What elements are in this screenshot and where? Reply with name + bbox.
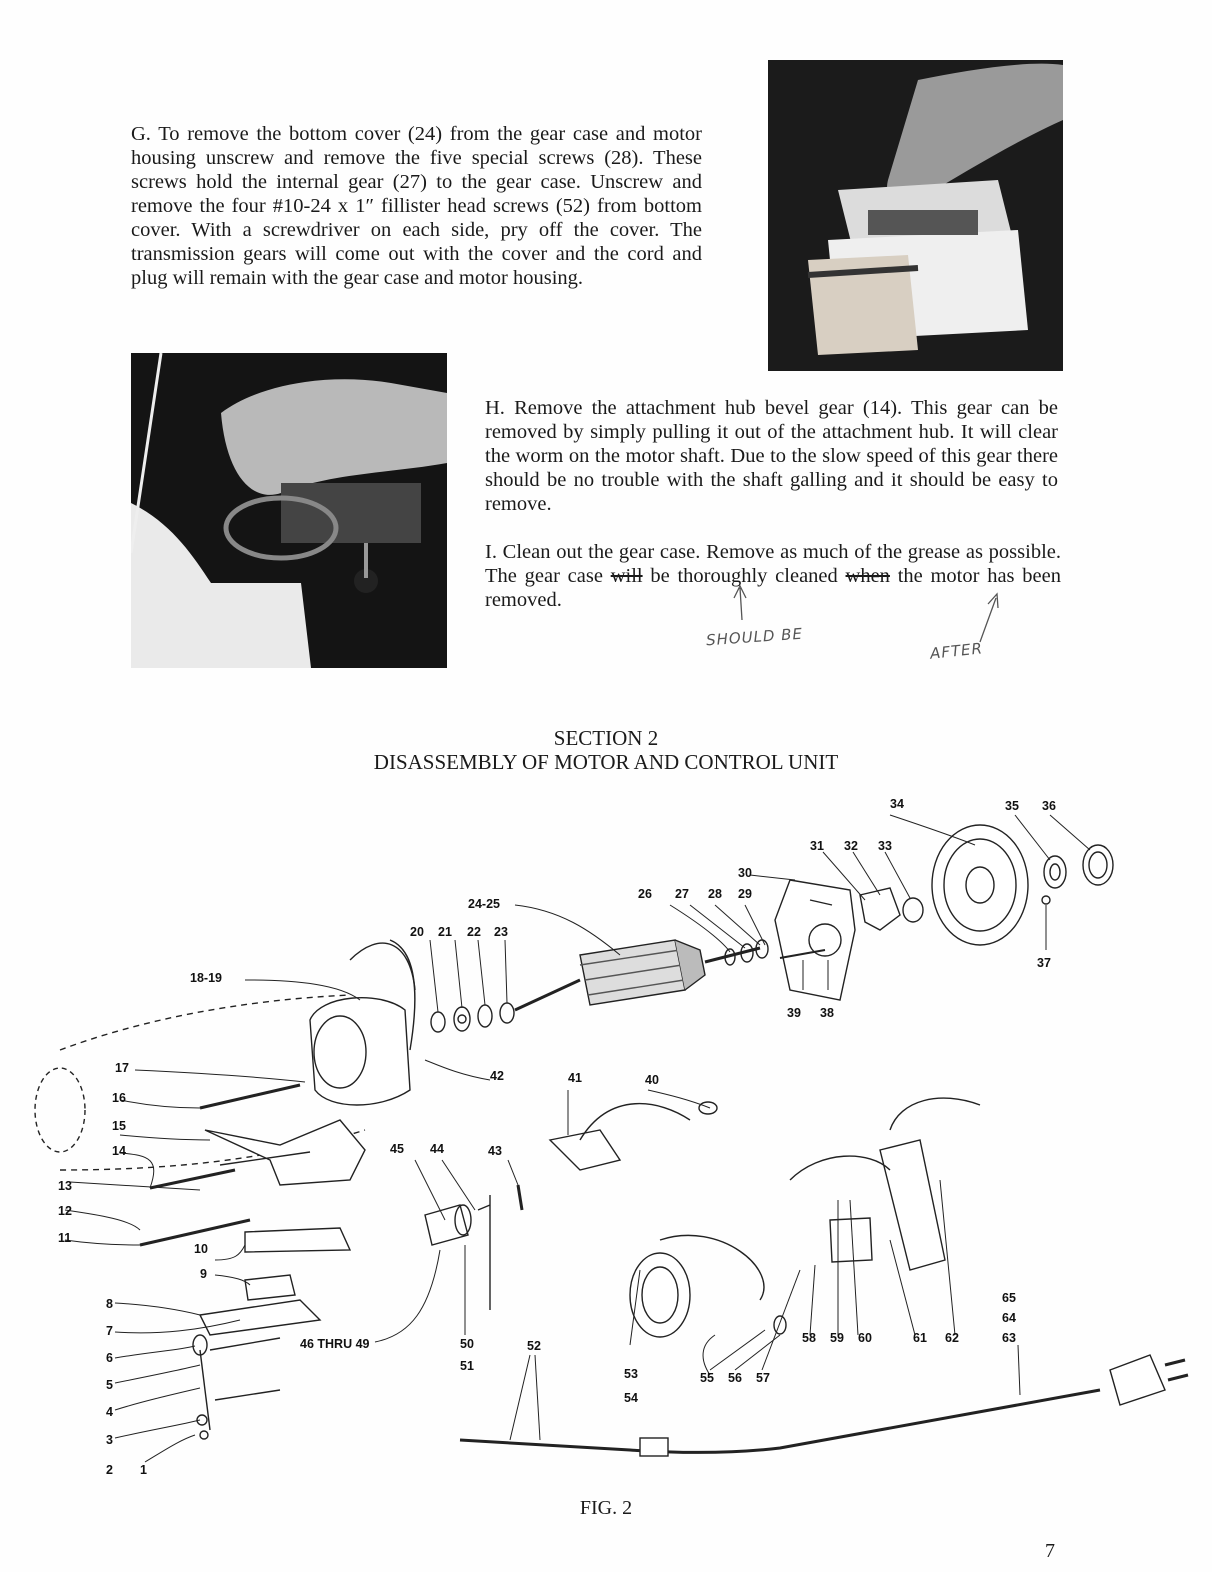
label-42: 42 [490, 1069, 504, 1083]
label-30: 30 [738, 866, 752, 880]
label-13: 13 [58, 1179, 72, 1193]
label-56: 56 [728, 1371, 742, 1385]
label-22: 22 [467, 925, 481, 939]
label-11: 11 [58, 1231, 72, 1245]
paragraph-i-text-3: the motor has been removed. [485, 565, 1061, 611]
label-60: 60 [858, 1331, 872, 1345]
label-2: 2 [106, 1463, 113, 1477]
label-18-19: 18-19 [190, 971, 222, 985]
label-33: 33 [878, 839, 892, 853]
photo-left-drawing [131, 353, 447, 668]
label-54: 54 [624, 1391, 638, 1405]
label-37: 37 [1037, 956, 1051, 970]
label-52: 52 [527, 1339, 541, 1353]
label-3: 3 [106, 1433, 113, 1447]
page-number: 7 [1045, 1540, 1055, 1562]
label-16: 16 [112, 1091, 126, 1105]
figure-caption: FIG. 2 [579, 1497, 633, 1519]
label-62: 62 [945, 1331, 959, 1345]
label-17: 17 [115, 1061, 129, 1075]
label-46-thru-49: 46 THRU 49 [300, 1337, 370, 1351]
handwritten-note-should-be: SHOULD BE [705, 624, 804, 650]
struck-word-will: will [610, 565, 643, 587]
part-number-labels [58, 797, 1056, 1477]
label-59: 59 [830, 1331, 844, 1345]
label-32: 32 [844, 839, 858, 853]
photo-bevel-gear-removal [131, 353, 447, 668]
label-41: 41 [568, 1071, 582, 1085]
label-63: 63 [1002, 1331, 1016, 1345]
label-43: 43 [488, 1144, 502, 1158]
label-38: 38 [820, 1006, 834, 1020]
label-51: 51 [460, 1359, 474, 1373]
label-8: 8 [106, 1297, 113, 1311]
label-58: 58 [802, 1331, 816, 1345]
label-9: 9 [200, 1267, 207, 1281]
label-10: 10 [194, 1242, 208, 1256]
paragraph-g: G. To remove the bottom cover (24) from the gear case and motor housing unscrew and remove the five special screws (28). These screws hold the internal gear (27) to the gear case. Unscrew and remove the four #10-24 x 1″ fillister head screws (52) from bottom cover. With a screwdriver on each side, pry off the cover. The transmission gears will come out with the cover and the cord and plug will remain with the gear case and motor housing. [131, 123, 702, 289]
section-title: SECTION 2 [553, 726, 659, 750]
photo-top-drawing [768, 60, 1063, 371]
section-subtitle: DISASSEMBLY OF MOTOR AND CONTROL UNIT [373, 750, 839, 774]
struck-word-when: when [845, 565, 890, 587]
label-61: 61 [913, 1331, 927, 1345]
label-12: 12 [58, 1204, 72, 1218]
label-34: 34 [890, 797, 904, 811]
label-39: 39 [787, 1006, 801, 1020]
label-14: 14 [112, 1144, 126, 1158]
exploded-parts-diagram [20, 790, 1200, 1490]
label-24-25: 24-25 [468, 897, 500, 911]
paragraph-i-text-2: be thoroughly cleaned [642, 565, 846, 587]
label-44: 44 [430, 1142, 444, 1156]
label-4: 4 [106, 1405, 113, 1419]
photo-gear-case-cover-removal [768, 60, 1063, 371]
label-5: 5 [106, 1378, 113, 1392]
label-21: 21 [438, 925, 452, 939]
label-55: 55 [700, 1371, 714, 1385]
label-6: 6 [106, 1351, 113, 1365]
label-27: 27 [675, 887, 689, 901]
label-64: 64 [1002, 1311, 1016, 1325]
label-65: 65 [1002, 1291, 1016, 1305]
label-20: 20 [410, 925, 424, 939]
label-36: 36 [1042, 799, 1056, 813]
label-50: 50 [460, 1337, 474, 1351]
label-15: 15 [112, 1119, 126, 1133]
label-57: 57 [756, 1371, 770, 1385]
label-7: 7 [106, 1324, 113, 1338]
label-45: 45 [390, 1142, 404, 1156]
label-53: 53 [624, 1367, 638, 1381]
diagram-parts [20, 790, 1188, 1456]
label-26: 26 [638, 887, 652, 901]
label-40: 40 [645, 1073, 659, 1087]
label-29: 29 [738, 887, 752, 901]
label-35: 35 [1005, 799, 1019, 813]
handwritten-note-after: AFTER [929, 639, 984, 663]
label-31: 31 [810, 839, 824, 853]
label-1: 1 [140, 1463, 147, 1477]
label-23: 23 [494, 925, 508, 939]
paragraph-i-text-1: I. Clean out the gear case. Remove as much of the grease as possible. The gear case [485, 541, 1061, 587]
label-28: 28 [708, 887, 722, 901]
paragraph-h: H. Remove the attachment hub bevel gear (14). This gear can be removed by simply pulling it out of the attachment hub. It will clear the worm on the motor shaft. Due to the slow speed of this gear there should be no trouble with the shaft galling and it should be easy to remove. [485, 397, 1058, 515]
